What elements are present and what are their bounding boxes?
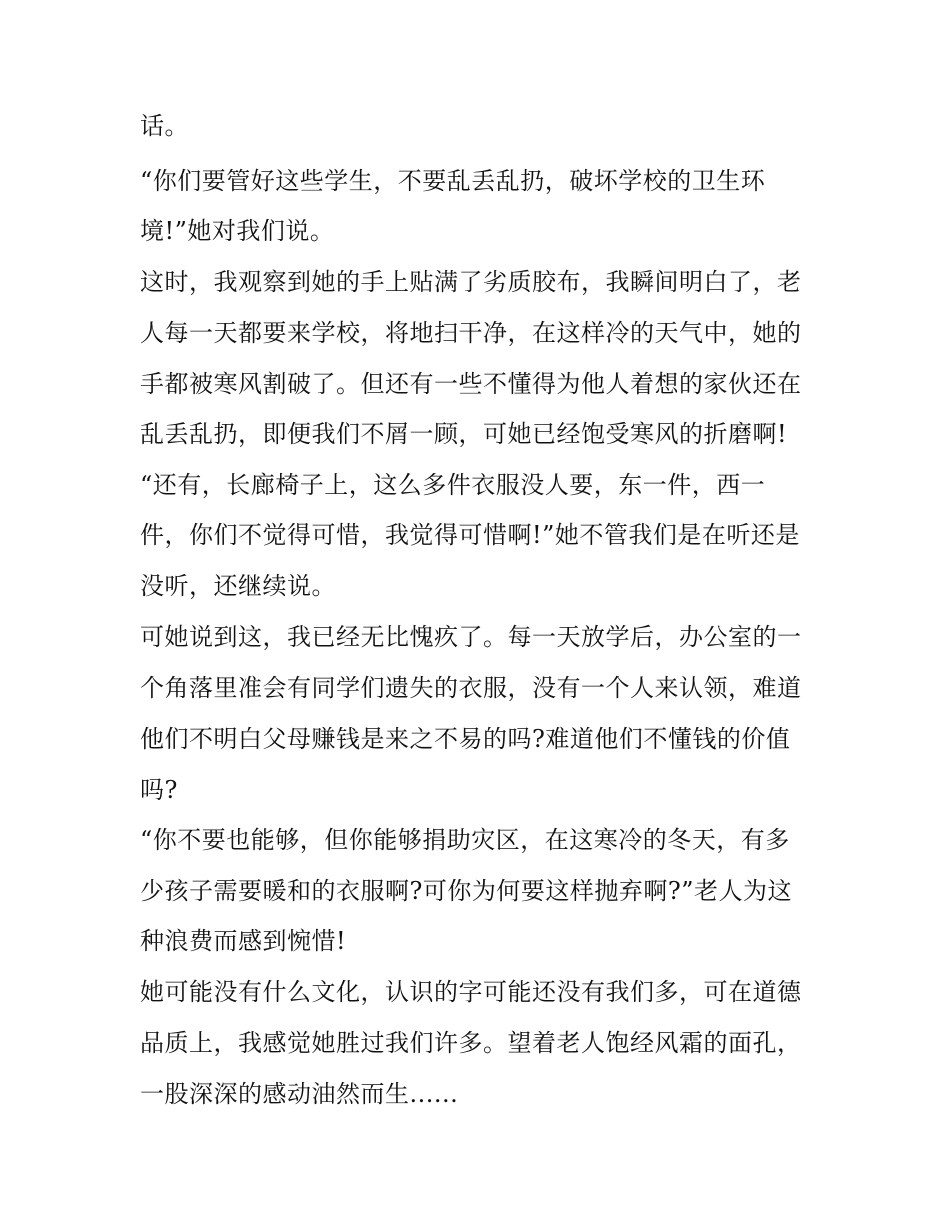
text-line: “你们要管好这些学生，不要乱丢乱扔，破坏学校的卫生环	[140, 167, 766, 195]
text-line: “你不要也能够，但你能够捐助灾区，在这寒冷的冬天，有多	[140, 826, 790, 854]
text-line: 话。	[140, 112, 189, 140]
text-line: 个角落里准会有同学们遗失的衣服，没有一个人来认领，难道	[140, 674, 802, 702]
text-line: 一股深深的感动油然而生......	[140, 1080, 459, 1108]
text-line: 她可能没有什么文化，认识的字可能还没有我们多，可在道德	[140, 978, 802, 1006]
text-line: 这时，我观察到她的手上贴满了劣质胶布，我瞬间明白了，老	[140, 268, 802, 296]
text-line: 境!”她对我们说。	[140, 217, 335, 245]
text-line: 可她说到这，我已经无比愧疚了。每一天放学后，办公室的一	[140, 623, 802, 651]
text-line: 他们不明白父母赚钱是来之不易的吗?难道他们不懂钱的价值	[140, 725, 791, 753]
text-line: 品质上，我感觉她胜过我们许多。望着老人饱经风霜的面孔，	[140, 1029, 802, 1057]
text-line: 少孩子需要暖和的衣服啊?可你为何要这样抛弃啊?”老人为这	[140, 877, 793, 905]
text-line: 手都被寒风割破了。但还有一些不懂得为他人着想的家伙还在	[140, 370, 802, 398]
text-line: 件，你们不觉得可惜，我觉得可惜啊!”她不管我们是在听还是	[140, 521, 800, 549]
text-line: 吗?	[140, 776, 178, 804]
text-line: 乱丢乱扔，即便我们不屑一顾，可她已经饱受寒风的折磨啊!	[140, 420, 788, 448]
text-line: “还有，长廊椅子上，这么多件衣服没人要，东一件，西一	[140, 471, 766, 499]
text-line: 人每一天都要来学校，将地扫干净，在这样冷的天气中，她的	[140, 319, 802, 347]
text-line: 种浪费而感到惋惜!	[140, 927, 347, 955]
text-line: 没听，还继续说。	[140, 572, 336, 600]
